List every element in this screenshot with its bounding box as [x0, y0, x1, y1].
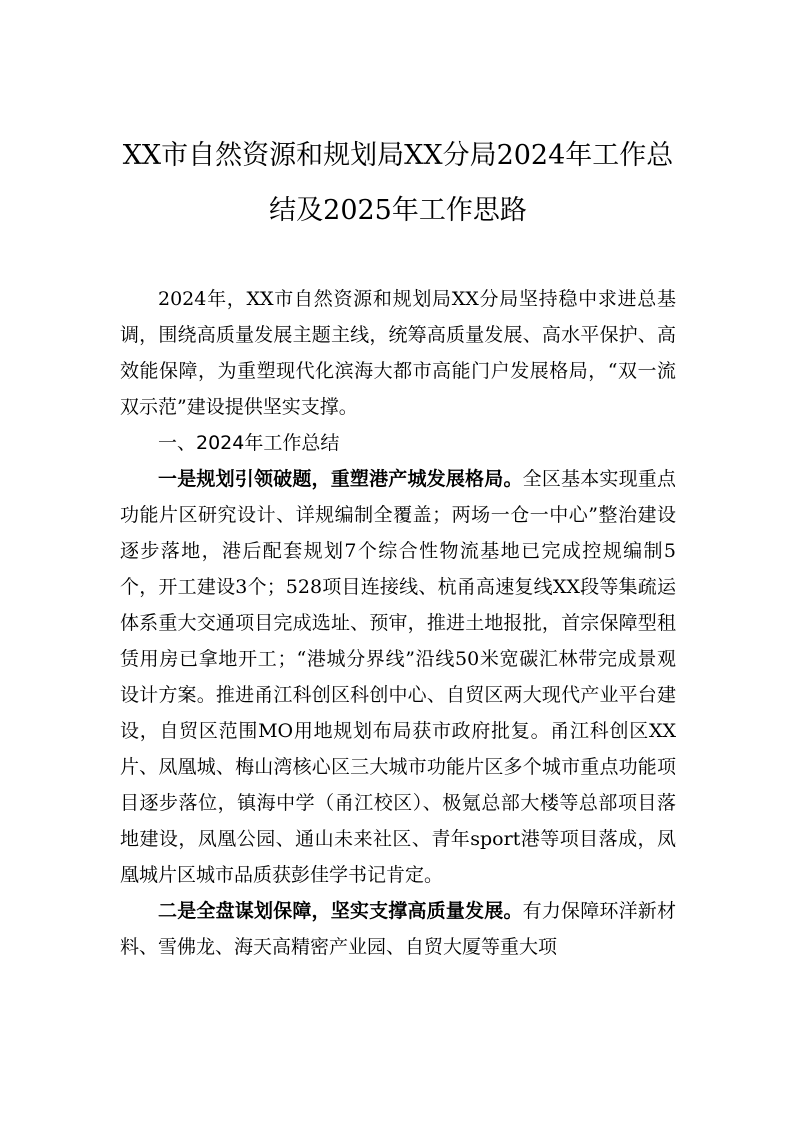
intro-paragraph: 2024年，XX市自然资源和规划局XX分局坚持稳中求进总基调，围绕高质量发展主题主线，统筹高质量发展、高水平保护、高效能保障，为重塑现代化滨海大都市高能门户发展格局，“双一流双示范”建设提供坚实支撑。: [120, 288, 676, 418]
section-heading-work-summary: 一、2024年工作总结: [158, 432, 340, 454]
document-title: XX市自然资源和规划局XX分局2024年工作总结及2025年工作思路: [122, 140, 674, 226]
summary-item-guarantee-text: 有力保障环洋新材料、雪佛龙、海天高精密产业园、自贸大厦等重大项: [120, 900, 676, 958]
summary-item-planning-lead: 一是规划引领破题，重塑港产城发展格局。: [158, 468, 523, 490]
summary-item-planning-text: 全区基本实现重点功能片区研究设计、详规编制全覆盖；两场一仓一中心”整治建设逐步落地，港后配套规划7个综合性物流基地已完成控规编制5个，开工建设3个；528项目连接线、杭甬高速复线XX段等集疏运体系重大交通项目完成选址、预审，推进土地报批，首宗保障型租赁用房已拿地开工；“港城分界线”沿线50米宽碳汇林带完成景观设计方案。推进甬江科创区科创中心、自贸区两大现代产业平台建设，自贸区范围MO用地规划布局获市政府批复。甬江科创区XX片、凤凰城、梅山湾核心区三大城市功能片区多个城市重点功能项目逐步落位，镇海中学（甬江校区）、极氪总部大楼等总部项目落地建设，凤凰公园、通山未来社区、青年sport港等项目落成，凤凰城片区城市品质获彭佳学书记肯定。: [120, 468, 676, 886]
document-page: [120, 128, 676, 965]
summary-item-planning: [120, 461, 676, 893]
summary-item-guarantee-lead: 二是全盘谋划保障，坚实支撑高质量发展。: [158, 900, 523, 922]
summary-item-guarantee: [120, 893, 676, 965]
document-body: [120, 281, 676, 965]
